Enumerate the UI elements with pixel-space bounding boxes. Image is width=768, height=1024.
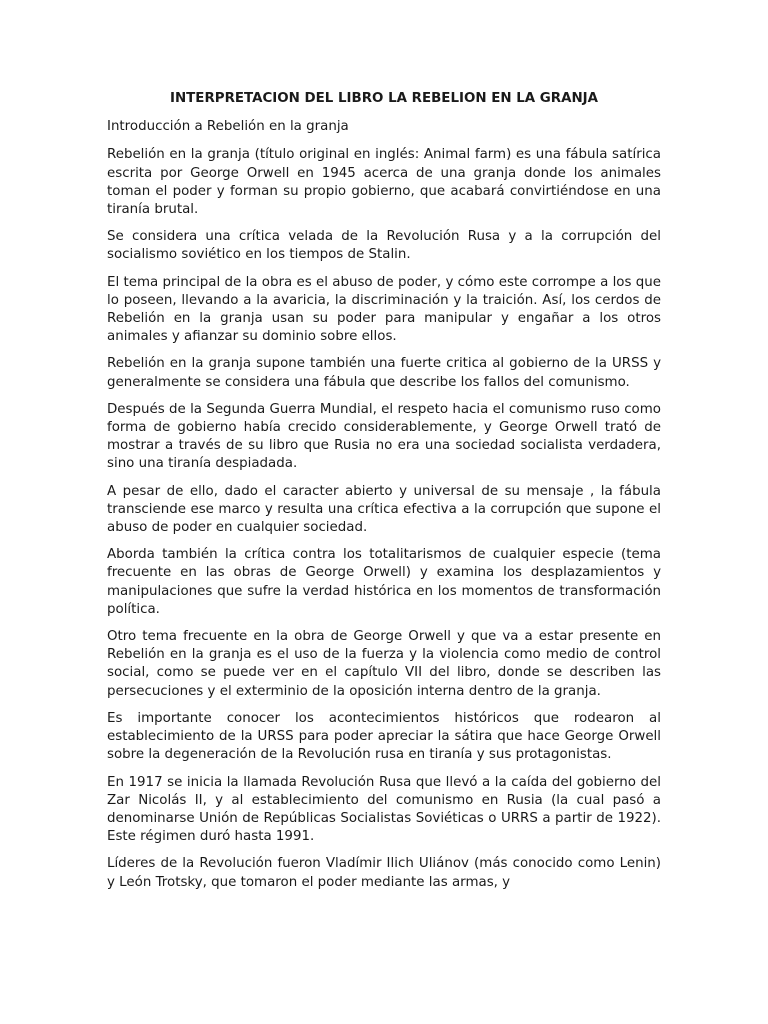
section-heading: Introducción a Rebelión en la granja — [107, 119, 349, 135]
paragraph-2: Se considera una crítica velada de la Revolución Rusa y a la corrupción del socialismo soviético en los tiempos de Stalin. — [107, 229, 661, 263]
paragraph-9: Es importante conocer los acontecimientos históricos que rodearon al establecimiento de la URSS para poder apreciar la sátira que hace George Orwell sobre la degeneración de la Revolución rusa en tiranía y sus protagonistas. — [107, 710, 661, 763]
paragraph-3: El tema principal de la obra es el abuso de poder, y cómo este corrompe a los que lo poseen, llevando a la avaricia, la discriminación y la traición. Así, los cerdos de Rebelión en la granja usan su poder para manipular y engañar a los otros animales y afianzar su dominio sobre ellos. — [107, 274, 661, 345]
paragraph-1: Rebelión en la granja (título original en inglés: Animal farm) es una fábula satírica escrita por George Orwell en 1945 acerca de una granja donde los animales toman el poder y forman su propio gobierno, que acabará convirtiéndose en una tiranía brutal. — [107, 147, 661, 218]
paragraph-7: Aborda también la crítica contra los totalitarismos de cualquier especie (tema frecuente en las obras de George Orwell) y examina los desplazamientos y manipulaciones que sufre la verdad histórica en los momentos de transformación política. — [107, 547, 661, 617]
document-body — [107, 90, 661, 901]
paragraph-6: A pesar de ello, dado el caracter abierto y universal de su mensaje , la fábula transciende ese marco y resulta una crítica efectiva a la corrupción que supone el abuso de poder en cualquier sociedad. — [107, 483, 661, 536]
paragraph-10: En 1917 se inicia la llamada Revolución Rusa que llevó a la caída del gobierno del Zar Nicolás II, y al establecimiento del comunismo en Rusia (la cual pasó a denominarse Unión de Repúblicas Socialistas Soviéticas o URRS a partir de 1922). Este régimen duró hasta 1991. — [107, 774, 661, 845]
paragraph-8: Otro tema frecuente en la obra de George Orwell y que va a estar presente en Rebelión en la granja es el uso de la fuerza y la violencia como medio de control social, como se puede ver en el capítulo VII del libro, donde se describen las persecuciones y el exterminio de la oposición interna dentro de la granja. — [107, 629, 661, 699]
paragraph-4: Rebelión en la granja supone también una fuerte critica al gobierno de la URSS y generalmente se considera una fábula que describe los fallos del comunismo. — [107, 356, 661, 390]
paragraph-11: Líderes de la Revolución fueron Vladímir Ilich Uliánov (más conocido como Lenin) y León Trotsky, que tomaron el poder mediante las armas, y — [107, 856, 661, 890]
paragraph-5: Después de la Segunda Guerra Mundial, el respeto hacia el comunismo ruso como forma de gobierno había crecido considerablemente, y George Orwell trató de mostrar a través de su libro que Rusia no era una sociedad socialista verdadera, sino una tiranía despiadada. — [107, 401, 661, 472]
document-title: INTERPRETACION DEL LIBRO LA REBELION EN LA GRANJA — [169, 91, 599, 106]
